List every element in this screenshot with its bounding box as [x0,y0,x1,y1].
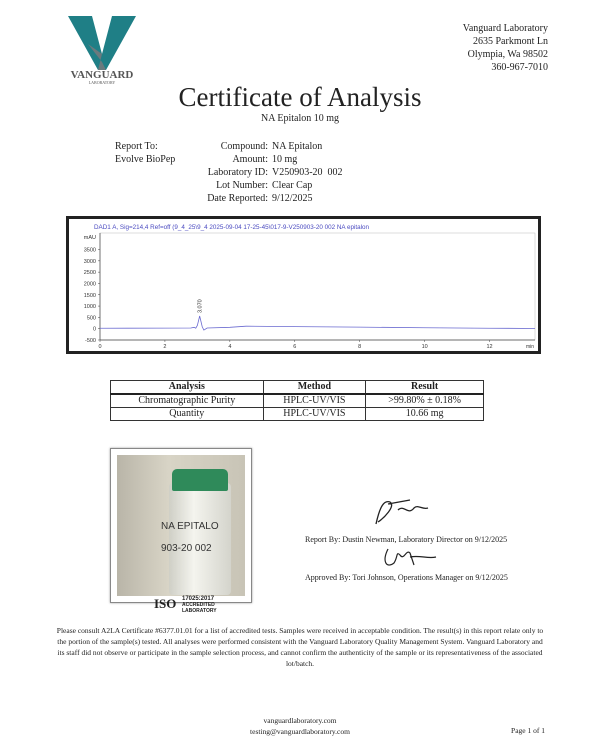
page-title: Certificate of Analysis [178,82,422,112]
table-header-row [111,381,484,395]
page-subtitle: NA Epitalon 10 mg [260,113,340,124]
page-number: Page 1 of 1 [511,726,545,735]
compound-label: Compound: [220,141,268,152]
signature-tori-johnson [380,545,440,576]
iso-line2: ACCREDITED [182,602,215,608]
x-tick-label: 2 [163,344,167,350]
x-axis-unit: min [525,344,534,350]
header-analysis: Analysis [111,381,264,395]
x-tick-label: 10 [421,344,428,350]
lot-label: Lot Number: [216,180,268,191]
lab-id-label: Laboratory ID: [207,167,268,178]
lab-name: Vanguard Laboratory [462,23,548,34]
report-to-value: Evolve BioPep [115,154,176,165]
svg-text:VANGUARD: VANGUARD [70,69,134,81]
y-tick-label: 1000 [83,304,96,311]
y-tick-label: -500 [84,338,96,344]
report-by: Report By: Dustin Newman, Laboratory Director on 9/12/2025 [305,535,508,544]
cell-method: HPLC-UV/VIS [263,394,366,408]
iso-badge: ISO [154,596,177,611]
svg-text:LABORATORY: LABORATORY [88,80,116,84]
cell-result: 10.66 mg [366,408,484,421]
lab-address [463,22,548,74]
x-tick-label: 6 [293,344,297,350]
header-method: Method [263,381,366,395]
lot-value: Clear Cap [272,180,313,191]
x-tick-label: 12 [486,344,493,350]
lab-street: 2635 Parkmont Ln [473,36,548,47]
x-tick-label: 8 [358,344,362,350]
footer-website[interactable]: vanguardlaboratory.com [263,716,337,725]
results-table [110,380,484,421]
y-tick-label: 1500 [83,292,96,299]
table-row [111,408,484,421]
report-to-label: Report To: [115,141,158,152]
footer-email[interactable]: testing@vanguardlaboratory.com [250,727,350,736]
y-tick-label: 2500 [83,270,96,277]
y-tick-label: 0 [92,326,96,333]
signature-dustin-newman [370,496,430,533]
iso-line3: LABORATORY [182,608,217,614]
report-to [115,140,175,166]
peak-label: 3.070 [197,299,204,314]
cell-analysis: Quantity [111,408,264,421]
disclaimer: Please consult A2LA Certificate #6377.01.01 for a list of accredited tests. Samples were received in acceptable condition. The result(s) in this report relate only to the portion of the sample(s) tested. All analyses were performed consistent with the Vanguard Laboratory Quality Management System. Vanguard Laboratory and its staff did not observe or participate in the sample selection process, and cannot confirm the authenticity of the sample or its representativeness of the associated lot/batch. [56,626,544,668]
sample-photo [110,448,252,603]
vial-image [169,483,231,595]
date-value: 9/12/2025 [272,193,313,204]
footer [0,715,600,737]
y-tick-label: 3500 [83,247,96,254]
chromatogram [66,216,541,354]
x-tick-label: 4 [228,344,232,350]
cell-method: HPLC-UV/VIS [263,408,366,421]
lab-id-value: V250903-20 002 [272,167,343,178]
compound-value: NA Epitalon [272,141,323,152]
chart-header: DAD1 A, Sig=214,4 Ref=off (9_4_25\9_4 2025-09-04 17-25-45\017-9-V250903-20 002 NA epitalon [94,224,370,231]
lab-phone: 360-967-7010 [491,62,548,73]
y-axis-unit: mAU [83,235,96,241]
amount-label: Amount: [232,154,268,165]
sample-info [180,140,420,205]
y-tick-label: 500 [86,315,96,322]
y-tick-label: 3000 [83,258,96,265]
chromatogram-trace [100,316,535,330]
header-result: Result [366,381,484,395]
amount-value: 10 mg [272,154,298,165]
vial-cap [172,469,228,491]
lab-city: Olympia, Wa 98502 [467,49,548,60]
iso-accreditation [182,596,217,614]
approved-by: Approved By: Tori Johnson, Operations Manager on 9/12/2025 [305,573,508,582]
table-row [111,394,484,408]
vanguard-logo [62,14,142,84]
date-label: Date Reported: [207,193,268,204]
x-tick-label: 0 [98,344,102,350]
y-tick-label: 2000 [83,281,96,288]
iso-line1: 17025:2017 [182,596,215,602]
vial-label-2: 903-20 002 [161,543,212,554]
plot-frame [100,233,535,340]
cell-result: >99.80% ± 0.18% [366,394,484,408]
vial-label-1: NA EPITALO [161,521,219,532]
cell-analysis: Chromatographic Purity [111,394,264,408]
